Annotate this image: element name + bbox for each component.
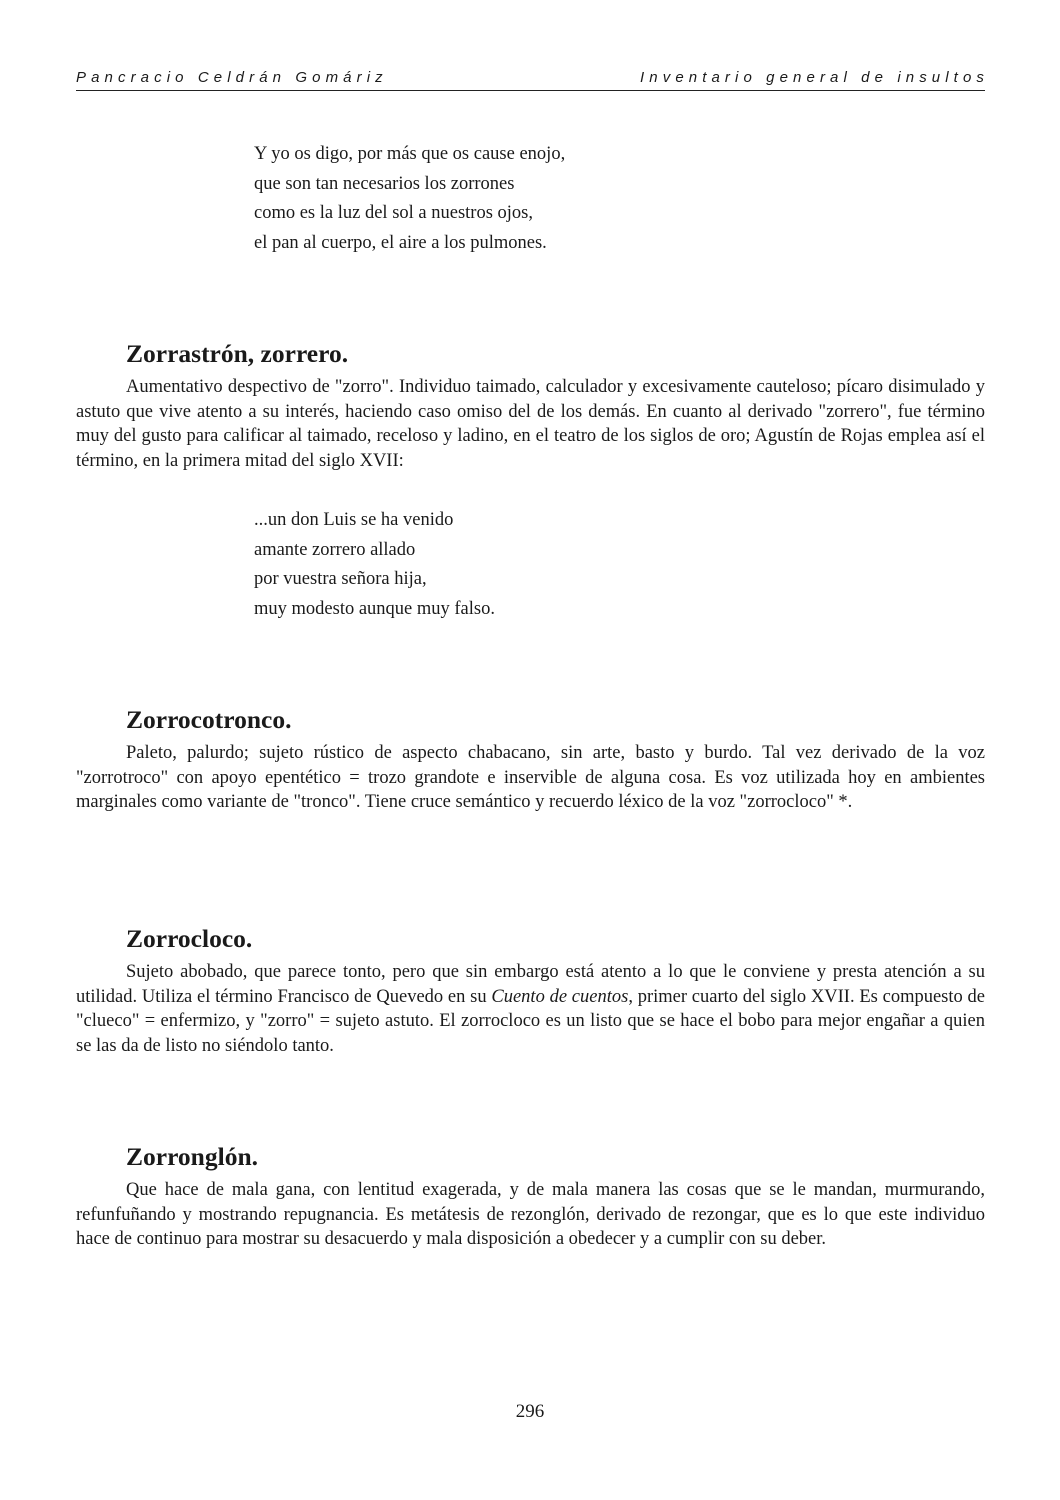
entry-body-zorrocloco bbox=[76, 960, 985, 1058]
header-book-title: Inventario general de insultos bbox=[640, 69, 989, 86]
verse-line: como es la luz del sol a nuestros ojos, bbox=[254, 203, 533, 223]
header-author: Pancracio Celdrán Gomáriz bbox=[76, 69, 388, 86]
entry-title-zorronglon: Zorronglón. bbox=[126, 1142, 259, 1171]
entry-body-zorronglon: Que hace de mala gana, con lentitud exagerada, y de mala manera las cosas que se le mandan, murmurando, refunfuñando y mostrando repugnancia. Es metátesis de rezonglón, derivado de rezongar, que es lo que este individuo hace de continuo para mostrar su desacuerdo y mala disposición a obedecer y a cumplir con su deber. bbox=[76, 1180, 985, 1250]
work-title: Cuento de cuentos bbox=[491, 986, 629, 1007]
verse-line: el pan al cuerpo, el aire a los pulmones. bbox=[254, 232, 547, 253]
verse-line: Y yo os digo, por más que os cause enojo, bbox=[254, 144, 566, 164]
opening-verse bbox=[254, 140, 565, 258]
entry-title-zorrocloco: Zorrocloco. bbox=[126, 924, 253, 953]
entry-title-zorrocotronco: Zorrocotronco. bbox=[126, 705, 292, 734]
quoted-verse-rojas bbox=[254, 506, 495, 624]
verse-line: ...un don Luis se ha venido bbox=[254, 510, 454, 530]
body-text: , primer cuarto del siglo XVII. Es compuesto de "clueco" = enfermizo, y "zorro" = sujeto astuto. El zorrocloco es un listo que se hace el bobo para mejor engañar a quien se las da de listo no siéndolo tanto. bbox=[76, 986, 985, 1056]
entry-body-zorrastron: Aumentativo despectivo de "zorro". Individuo taimado, calculador y excesivamente cauteloso; pícaro disimulado y astuto que vive atento a su interés, haciendo caso omiso del de los demás. En cuanto al derivado "zorrero", fue término muy del gusto para calificar al taimado, receloso y ladino, en el teatro de los siglos de oro; Agustín de Rojas emplea así el término, en la primera mitad del siglo XVII: bbox=[76, 377, 985, 471]
body-text: Sujeto abobado, que parece tonto, pero que sin embargo está atento a lo que le conviene y presta atención a su utilidad. Utiliza el término Francisco de Quevedo en su bbox=[76, 962, 985, 1007]
verse-line: muy modesto aunque muy falso. bbox=[254, 598, 495, 619]
entry-title-zorrastron: Zorrastrón, zorrero. bbox=[126, 339, 349, 368]
running-header bbox=[76, 68, 989, 91]
entry-body-zorrocotronco: Paleto, palurdo; sujeto rústico de aspecto chabacano, sin arte, basto y burdo. Tal vez derivado de la voz "zorrotroco" con apoyo epentético = trozo grandote e inservible de alguna cosa. Es voz utilizada hoy en ambientes marginales como variante de "tronco". Tiene cruce semántico y recuerdo léxico de la voz "zorrocloco" *. bbox=[76, 743, 985, 813]
verse-line: amante zorrero allado bbox=[254, 539, 416, 560]
verse-line: que son tan necesarios los zorrones bbox=[254, 173, 515, 194]
verse-line: por vuestra señora hija, bbox=[254, 569, 427, 589]
page-number: 296 bbox=[515, 1401, 545, 1422]
